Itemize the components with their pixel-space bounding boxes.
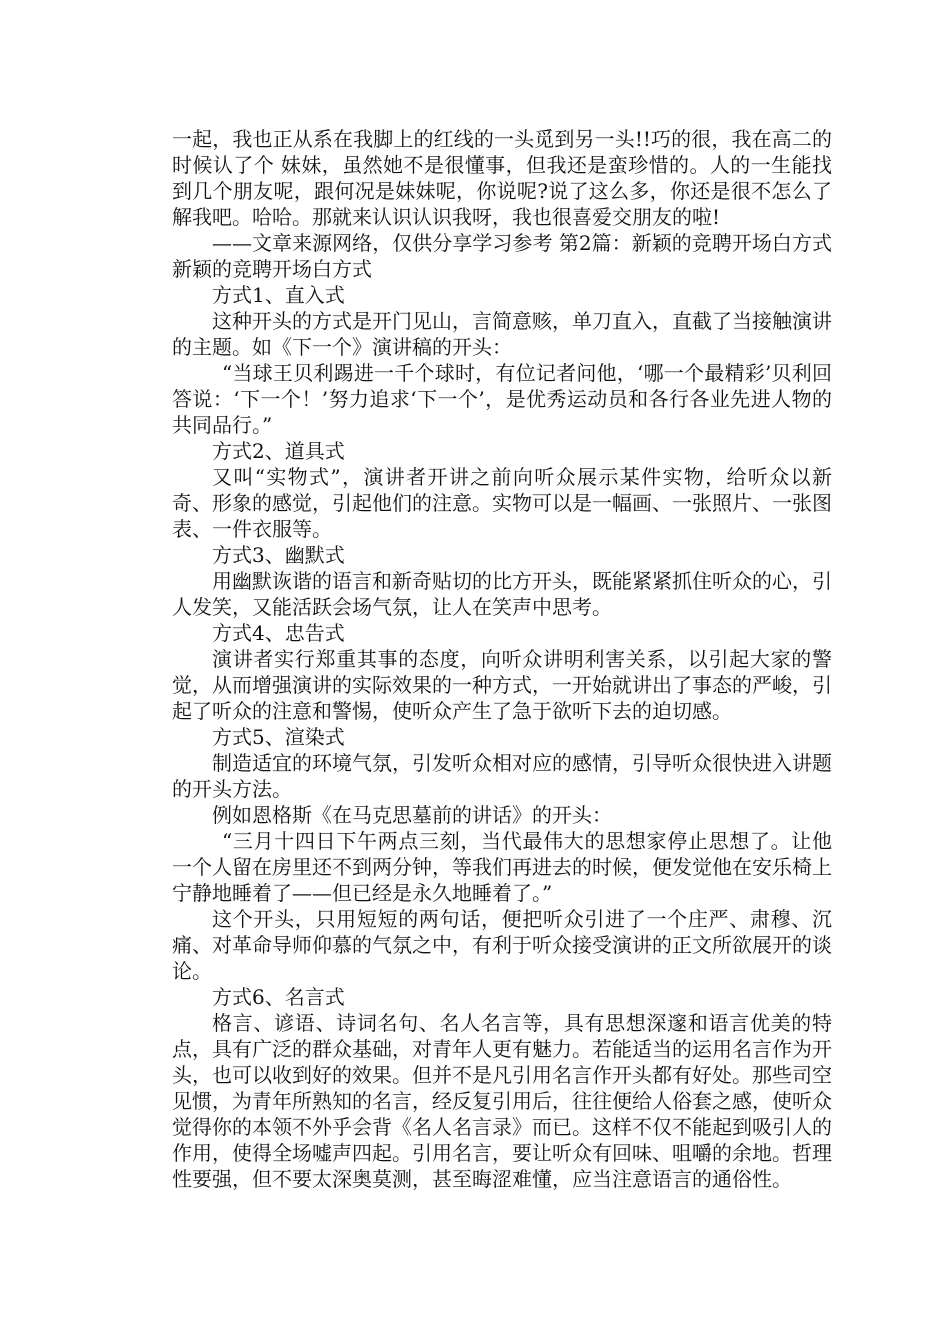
heading-method-1: 方式1、直入式 [212, 283, 345, 307]
heading-method-4: 方式4、忠告式 [212, 621, 345, 645]
paragraph-method-6: 格言、谚语、诗词名句、名人名言等，具有思想深邃和语言优美的特点，具有广泛的群众基础，对青年人更有魅力。若能适当的运用名言作为开头，也可以收到好的效果。但并不是凡引用名言作开头都有好处。那些司空见惯，为青年所熟知的名言，经反复引用后，往往便给人俗套之感，使听众觉得你的本领不外乎会背《名人名言录》而已。这样不仅不能起到吸引人的作用，使得全场嘘声四起。引用名言，要让听众有回味、咀嚼的余地。哲理性要强，但不要太深奥莫测，甚至晦涩难懂，应当注意语言的通俗性。 [172, 1011, 832, 1191]
paragraph-method-3: 用幽默诙谐的语言和新奇贴切的比方开头，既能紧紧抓住听众的心，引人发笑，又能活跃会场气氛，让人在笑声中思考。 [172, 569, 832, 619]
paragraph-method-1: 这种开头的方式是开门见山，言简意赅，单刀直入，直截了当接触演讲的主题。如《下一个》演讲稿的开头： [172, 309, 832, 359]
paragraph-method-2: 又叫“实物式”，演讲者开讲之前向听众展示某件实物，给听众以新奇、形象的感觉，引起他们的注意。实物可以是一幅画、一张照片、一张图表、一件衣服等。 [172, 465, 832, 541]
paragraph-method-5-example: 例如恩格斯《在马克思墓前的讲话》的开头： [212, 803, 612, 827]
heading-method-2: 方式2、道具式 [212, 439, 345, 463]
quote-method-5: “三月十四日下午两点三刻，当代最伟大的思想家停止思想了。让他一个人留在房里还不到两分钟，等我们再进去的时候，便发觉他在安乐椅上宁静地睡着了——但已经是永久地睡着了。” [172, 829, 832, 905]
heading-method-6: 方式6、名言式 [212, 985, 345, 1009]
paragraph-method-4: 演讲者实行郑重其事的态度，向听众讲明利害关系，以引起大家的警觉，从而增强演讲的实际效果的一种方式，一开始就讲出了事态的严峻，引起了听众的注意和警惕，使听众产生了急于欲听下去的迫切感。 [172, 647, 832, 723]
heading-method-3: 方式3、幽默式 [212, 543, 345, 567]
document-body [172, 126, 832, 1192]
paragraph-method-5-comment: 这个开头，只用短短的两句话，便把听众引进了一个庄严、肃穆、沉痛、对革命导师仰慕的气氛之中，有利于听众接受演讲的正文所欲展开的谈论。 [172, 907, 832, 983]
quote-method-1: “当球王贝利踢进一千个球时，有位记者问他，‘哪一个最精彩’贝利回答说：‘下一个！’努力追求‘下一个’，是优秀运动员和各行各业先进人物的共同品行。” [172, 361, 832, 437]
paragraph-intro-continuation: 一起，我也正从系在我脚上的红线的一头觅到另一头!!巧的很，我在高二的时候认了个 妹妹，虽然她不是很懂事，但我还是蛮珍惜的。人的一生能找到几个朋友呢，跟何况是妹妹呢，你说呢?说了这么多，你还是很不怎么了 解我吧。哈哈。那就来认识认识我呀，我也很喜爱交朋友的啦! [172, 127, 832, 229]
heading-method-5: 方式5、渲染式 [212, 725, 345, 749]
paragraph-source-note: ——文章来源网络，仅供分享学习参考 第2篇：新颖的竞聘开场白方式新颖的竞聘开场白方式 [172, 231, 832, 281]
paragraph-method-5: 制造适宜的环境气氛，引发听众相对应的感情，引导听众很快进入讲题的开头方法。 [172, 751, 832, 801]
